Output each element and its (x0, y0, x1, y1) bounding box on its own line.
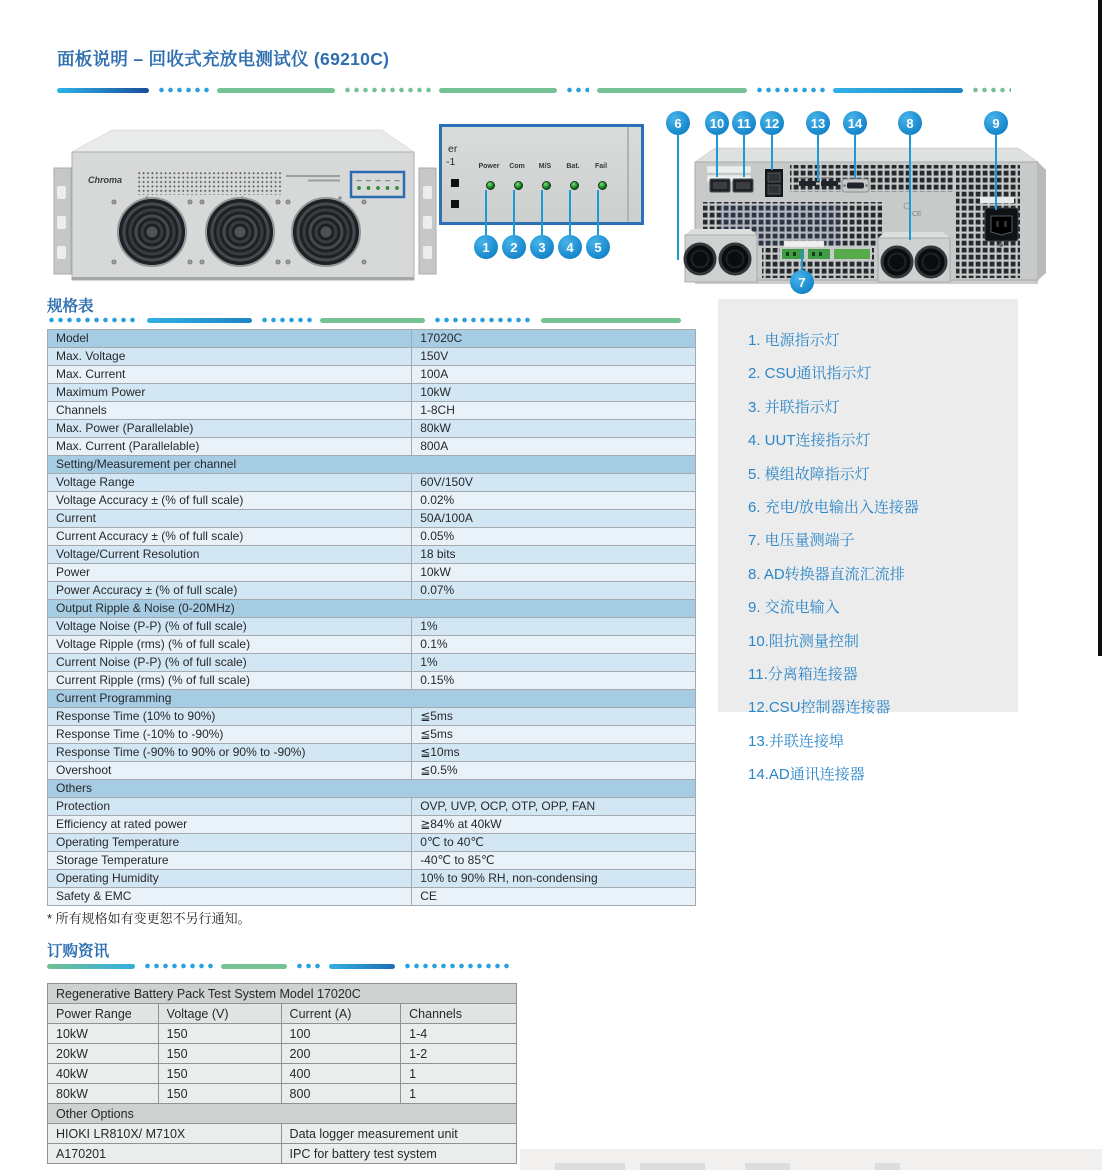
spec-label-cell: Voltage Accuracy ± (% of full scale) (48, 492, 412, 510)
spec-label-cell: Response Time (-10% to -90%) (48, 726, 412, 744)
spec-row (48, 474, 696, 492)
option-model-cell: A170201 (48, 1144, 282, 1164)
spec-label-cell: Max. Power (Parallelable) (48, 420, 412, 438)
spec-label-cell: Safety & EMC (48, 888, 412, 906)
spec-label-cell: Max. Voltage (48, 348, 412, 366)
ad-comm-connector (842, 179, 869, 192)
spec-value-cell: 1% (412, 654, 696, 672)
spec-value-cell: 0.07% (412, 582, 696, 600)
spec-row (48, 402, 696, 420)
order-cell: 1 (401, 1084, 517, 1104)
spec-label-cell: Overshoot (48, 762, 412, 780)
spec-value-cell: OVP, UVP, OCP, OTP, OPP, FAN (412, 798, 696, 816)
next-page-fragment (520, 1149, 1102, 1170)
brand-logo: Chroma (88, 175, 123, 185)
spec-label-cell: Model (48, 330, 412, 348)
spec-value-cell: 0.05% (412, 528, 696, 546)
option-desc-cell: Data logger measurement unit (281, 1124, 516, 1144)
spec-row (48, 654, 696, 672)
spec-label-cell: Voltage Noise (P-P) (% of full scale) (48, 618, 412, 636)
spec-value-cell: ≦5ms (412, 726, 696, 744)
order-cell: 100 (281, 1024, 401, 1044)
spec-label-cell: Max. Current (48, 366, 412, 384)
spec-label-cell: Voltage/Current Resolution (48, 546, 412, 564)
title-divider (57, 87, 1045, 93)
order-cell: 1-2 (401, 1044, 517, 1064)
spec-value-cell: 10kW (412, 564, 696, 582)
power-led (486, 181, 495, 190)
spec-label-cell: Current Noise (P-P) (% of full scale) (48, 654, 412, 672)
order-title-row (48, 984, 517, 1004)
order-cell: 200 (281, 1044, 401, 1064)
page-edge-line (1098, 0, 1102, 656)
order-divider (47, 963, 517, 969)
spec-label-cell: Maximum Power (48, 384, 412, 402)
callout-2: 2 (502, 235, 526, 259)
order-cell: 1 (401, 1064, 517, 1084)
spec-row (48, 852, 696, 870)
legend-item: 3. 并联指示灯 (748, 398, 840, 416)
order-column-header: Voltage (V) (158, 1004, 281, 1024)
legend-item: 5. 模组故障指示灯 (748, 465, 870, 483)
callout-9: 9 (984, 111, 1008, 135)
spec-value-cell: 17020C (412, 330, 696, 348)
legend-item: 6. 充电/放电输出入连接器 (748, 498, 919, 516)
order-data-row (48, 1084, 517, 1104)
spec-label-cell: Power Accuracy ± (% of full scale) (48, 582, 412, 600)
spec-value-cell: 100A (412, 366, 696, 384)
order-cell: 150 (158, 1064, 281, 1084)
led-label-ms: M/S (538, 163, 552, 170)
spec-section-row (48, 600, 696, 618)
rack-ear-right (419, 168, 436, 274)
spec-section-row (48, 690, 696, 708)
callout-1: 1 (474, 235, 498, 259)
spec-label-cell: Storage Temperature (48, 852, 412, 870)
spec-label-cell: Efficiency at rated power (48, 816, 412, 834)
spec-label-cell: Channels (48, 402, 412, 420)
other-options-label: Other Options (48, 1104, 517, 1124)
order-cell: 150 (158, 1024, 281, 1044)
spec-value-cell: 1% (412, 618, 696, 636)
order-cell: 80kW (48, 1084, 159, 1104)
legend-item: 10.阻抗测量控制 (748, 632, 859, 650)
callout-11: 11 (732, 111, 756, 135)
led-label-com: Com (509, 163, 525, 170)
spec-section-row (48, 780, 696, 798)
front-panel-photo (50, 128, 440, 290)
callout-7: 7 (790, 270, 814, 294)
legend-item: 13.并联连接埠 (748, 732, 844, 750)
panel-square-mark (451, 179, 459, 187)
rack-ear-left (54, 168, 71, 274)
order-cell: 150 (158, 1084, 281, 1104)
panel-seam (627, 127, 629, 222)
callout-4: 4 (558, 235, 582, 259)
spec-row (48, 348, 696, 366)
vent-grid (790, 165, 953, 192)
ms-led (542, 181, 551, 190)
spec-table (47, 329, 696, 906)
order-cell: 400 (281, 1064, 401, 1084)
spec-value-cell: 150V (412, 348, 696, 366)
spec-value-cell: 0.15% (412, 672, 696, 690)
spec-row (48, 564, 696, 582)
led-label-fail: Fail (594, 163, 608, 170)
order-cell: 800 (281, 1084, 401, 1104)
order-cell: 40kW (48, 1064, 159, 1084)
spec-value-cell: 80kW (412, 420, 696, 438)
rear-panel-photo (660, 135, 1070, 295)
spec-row (48, 510, 696, 528)
spec-value-cell: 0.02% (412, 492, 696, 510)
spec-label-cell: Operating Temperature (48, 834, 412, 852)
callout-legend-list (718, 299, 1018, 784)
spec-row (48, 708, 696, 726)
spec-row (48, 744, 696, 762)
cooling-fans (112, 198, 366, 266)
spec-row (48, 528, 696, 546)
callout-13: 13 (806, 111, 830, 135)
vent-dots (136, 172, 282, 195)
callout-6: 6 (666, 111, 690, 135)
panel-square-mark (451, 200, 459, 208)
fail-led (598, 181, 607, 190)
callout-12: 12 (760, 111, 784, 135)
callout-3: 3 (530, 235, 554, 259)
callout-5: 5 (586, 235, 610, 259)
spec-value-cell: 800A (412, 438, 696, 456)
order-table-title: Regenerative Battery Pack Test System Model 17020C (48, 984, 517, 1004)
legend-item: 8. AD转换器直流汇流排 (748, 565, 905, 583)
spec-row (48, 888, 696, 906)
spec-label-cell: Response Time (10% to 90%) (48, 708, 412, 726)
order-column-header: Power Range (48, 1004, 159, 1024)
order-column-header: Current (A) (281, 1004, 401, 1024)
order-column-header: Channels (401, 1004, 517, 1024)
led-zone-highlight-box (351, 172, 404, 197)
spec-section-label: Output Ripple & Noise (0-20MHz) (48, 600, 696, 618)
spec-value-cell: -40℃ to 85℃ (412, 852, 696, 870)
spec-divider (47, 317, 696, 323)
option-model-cell: HIOKI LR810X/ M710X (48, 1124, 282, 1144)
impedance-control-connector (710, 179, 730, 192)
legend-item: 14.AD通讯连接器 (748, 766, 865, 784)
spec-row (48, 438, 696, 456)
led-detail-panel (439, 124, 644, 225)
spec-section-label: Setting/Measurement per channel (48, 456, 696, 474)
spec-label-cell: Voltage Range (48, 474, 412, 492)
svg-text:CE: CE (912, 211, 922, 218)
dc-busbar-box-right (878, 232, 950, 282)
callout-legend-panel (718, 299, 1018, 784)
legend-item: 11.分离箱连接器 (748, 665, 858, 683)
csu-controller-ports (765, 169, 783, 197)
spec-value-cell: 60V/150V (412, 474, 696, 492)
spec-value-cell: ≦5ms (412, 708, 696, 726)
legend-item: 1. 电源指示灯 (748, 332, 840, 349)
spec-value-cell: 0℃ to 40℃ (412, 834, 696, 852)
option-desc-cell: IPC for battery test system (281, 1144, 516, 1164)
spec-value-cell: ≦0.5% (412, 762, 696, 780)
led-label-power: Power (478, 163, 500, 170)
spec-section-row (48, 456, 696, 474)
com-led (514, 181, 523, 190)
spec-row (48, 672, 696, 690)
callout-14: 14 (843, 111, 867, 135)
legend-item: 4. UUT连接指示灯 (748, 432, 871, 450)
spec-row (48, 546, 696, 564)
spec-label-cell: Current (48, 510, 412, 528)
callout-8: 8 (898, 111, 922, 135)
spec-label-cell: Max. Current (Parallelable) (48, 438, 412, 456)
order-cell: 1-4 (401, 1024, 517, 1044)
spec-label-cell: Response Time (-90% to 90% or 90% to -90%) (48, 744, 412, 762)
spec-row (48, 330, 696, 348)
spec-value-cell: 10% to 90% RH, non-condensing (412, 870, 696, 888)
order-cell: 150 (158, 1044, 281, 1064)
spec-value-cell: ≧84% at 40kW (412, 816, 696, 834)
spec-label-cell: Current Ripple (rms) (% of full scale) (48, 672, 412, 690)
spec-value-cell: 50A/100A (412, 510, 696, 528)
spec-label-cell: Operating Humidity (48, 870, 412, 888)
spec-row (48, 618, 696, 636)
bat-led (570, 181, 579, 190)
order-section-heading: 订购资讯 (47, 943, 110, 960)
spec-row (48, 816, 696, 834)
led-label-bat: Bat. (566, 163, 580, 170)
spec-value-cell: ≦10ms (412, 744, 696, 762)
spec-row (48, 762, 696, 780)
order-data-row (48, 1064, 517, 1084)
spec-value-cell: 1-8CH (412, 402, 696, 420)
spec-label-cell: Power (48, 564, 412, 582)
spec-value-cell: 18 bits (412, 546, 696, 564)
panel-text-fragment: er (448, 143, 458, 155)
spec-label-cell: Protection (48, 798, 412, 816)
spec-row (48, 420, 696, 438)
order-section-row (48, 1104, 517, 1124)
spec-footnote: * 所有规格如有变更恕不另行通知。 (47, 911, 251, 926)
order-cell: 10kW (48, 1024, 159, 1044)
dc-connector-box-left (685, 229, 757, 282)
spec-row (48, 384, 696, 402)
spec-row (48, 870, 696, 888)
callout-10: 10 (705, 111, 729, 135)
spec-row (48, 366, 696, 384)
legend-item: 9. 交流电输入 (748, 599, 840, 617)
spec-row (48, 726, 696, 744)
legend-item: 12.CSU控制器连接器 (748, 699, 891, 717)
spec-label-cell: Current Accuracy ± (% of full scale) (48, 528, 412, 546)
order-option-row (48, 1144, 517, 1164)
split-box-connector (733, 179, 753, 192)
legend-item: 7. 电压量测端子 (748, 532, 855, 550)
panel-text-fragment: -1 (446, 156, 456, 168)
spec-section-label: Others (48, 780, 696, 798)
spec-value-cell: CE (412, 888, 696, 906)
spec-section-label: Current Programming (48, 690, 696, 708)
legend-item: 2. CSU通讯指示灯 (748, 365, 872, 383)
spec-section-heading: 规格表 (47, 298, 94, 315)
order-data-row (48, 1024, 517, 1044)
ordering-table (47, 983, 517, 1164)
page-title: 面板说明 – 回收式充放电测试仪 (69210C) (57, 49, 390, 69)
spec-row (48, 798, 696, 816)
spec-label-cell: Voltage Ripple (rms) (% of full scale) (48, 636, 412, 654)
order-cell: 20kW (48, 1044, 159, 1064)
order-header-row (48, 1004, 517, 1024)
spec-row (48, 834, 696, 852)
spec-row (48, 636, 696, 654)
spec-row (48, 582, 696, 600)
spec-row (48, 492, 696, 510)
order-data-row (48, 1044, 517, 1064)
spec-value-cell: 0.1% (412, 636, 696, 654)
spec-value-cell: 10kW (412, 384, 696, 402)
order-option-row (48, 1124, 517, 1144)
